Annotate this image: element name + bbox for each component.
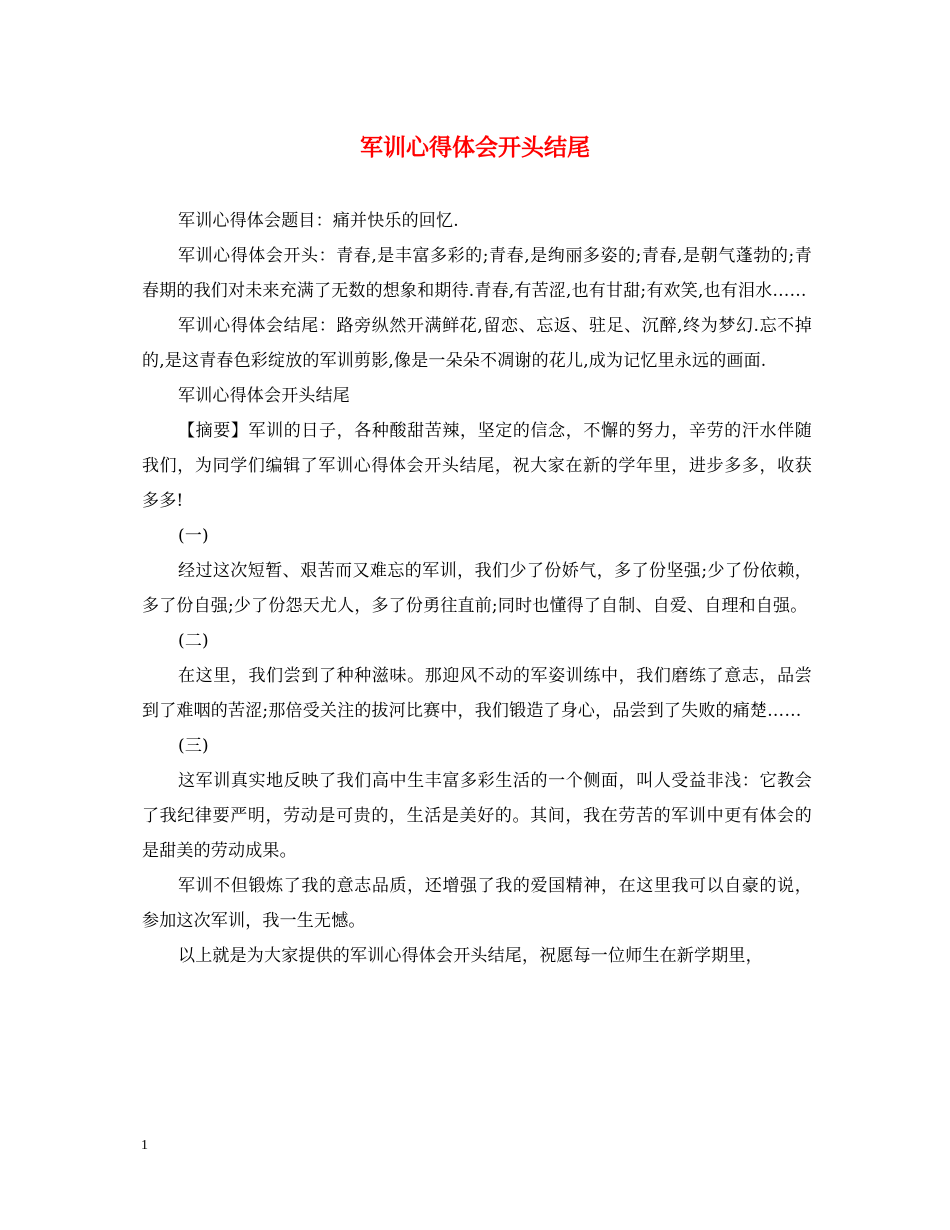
section-marker-1: (一) [178, 526, 209, 546]
paragraph-section-1: 经过这次短暂、艰苦而又难忘的军训，我们少了份娇气，多了份坚强;少了份依赖，多了份自强;少了份怨天尤人，多了份勇往直前;同时也懂得了自制、自爱、自理和自强。 [142, 561, 812, 616]
section-marker-2: (二) [178, 631, 209, 651]
document-title: 军训心得体会开头结尾 [360, 135, 590, 161]
paragraph-patriotism: 军训不但锻炼了我的意志品质，还增强了我的爱国精神，在这里我可以自豪的说，参加这次军训，我一生无憾。 [142, 876, 812, 931]
section-heading: 军训心得体会开头结尾 [178, 386, 350, 406]
paragraph-topic: 军训心得体会题目：痛并快乐的回忆. [178, 211, 459, 231]
section-marker-3: (三) [178, 736, 209, 756]
paragraph-abstract: 【摘要】军训的日子，各种酸甜苦辣，坚定的信念，不懈的努力，辛劳的汗水伴随我们，为同学们编辑了军训心得体会开头结尾，祝大家在新的学年里，进步多多，收获多多! [142, 421, 812, 511]
paragraph-opening: 军训心得体会开头：青春,是丰富多彩的;青春,是绚丽多姿的;青春,是朝气蓬勃的;青春期的我们对未来充满了无数的想象和期待.青春,有苦涩,也有甘甜;有欢笑,也有泪水…… [142, 246, 812, 301]
paragraph-ending: 军训心得体会结尾：路旁纵然开满鲜花,留恋、忘返、驻足、沉醉,终为梦幻.忘不掉的,是这青春色彩绽放的军训剪影,像是一朵朵不凋谢的花儿,成为记忆里永远的画面. [142, 316, 812, 371]
document-body [142, 204, 812, 974]
paragraph-section-2: 在这里，我们尝到了种种滋味。那迎风不动的军姿训练中，我们磨练了意志，品尝到了难咽的苦涩;那倍受关注的拔河比赛中，我们锻造了身心，品尝到了失败的痛楚…… [142, 666, 812, 721]
paragraph-closing: 以上就是为大家提供的军训心得体会开头结尾，祝愿每一位师生在新学期里， [178, 946, 763, 966]
page-number: 1 [141, 1138, 148, 1153]
paragraph-section-3: 这军训真实地反映了我们高中生丰富多彩生活的一个侧面，叫人受益非浅：它教会了我纪律要严明，劳动是可贵的，生活是美好的。其间，我在劳苦的军训中更有体会的是甜美的劳动成果。 [142, 771, 812, 861]
